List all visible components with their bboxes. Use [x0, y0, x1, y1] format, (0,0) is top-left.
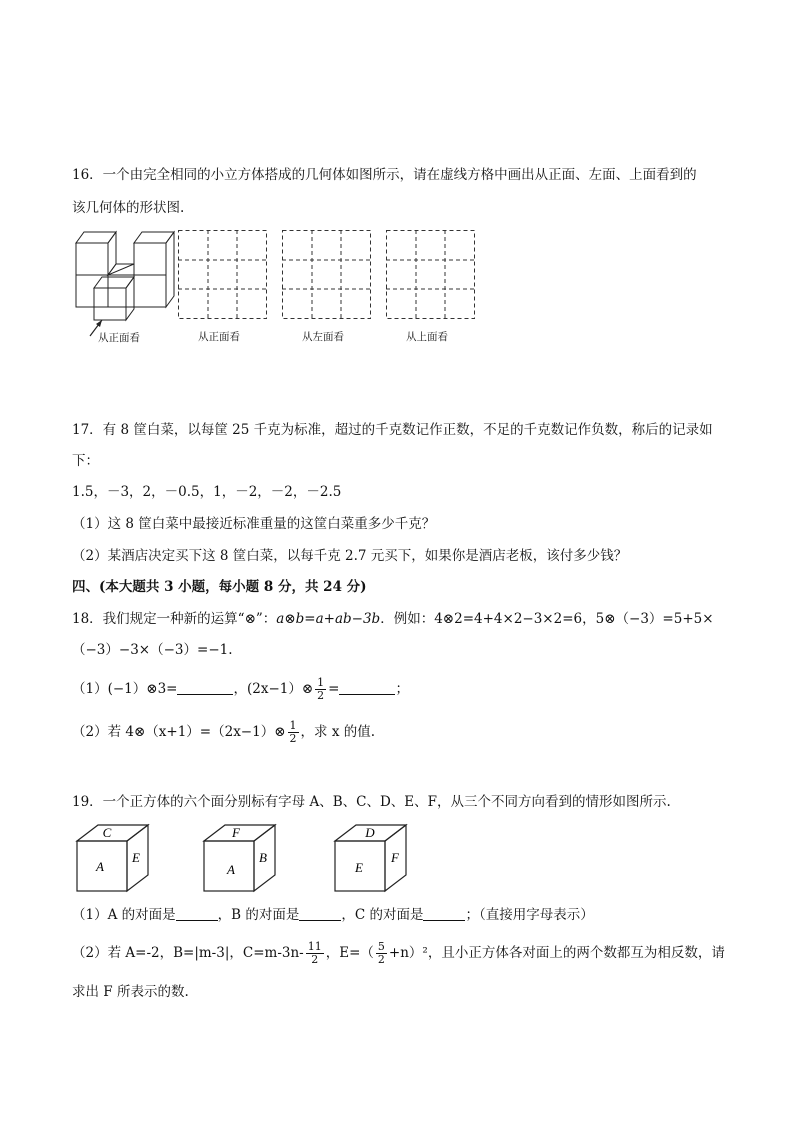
cube3-top-letter: D [365, 825, 375, 840]
q18-intro: 18．我们规定一种新的运算“⊗”： [72, 611, 277, 627]
q18-part1-b: ，(2x−1）⊗ [233, 681, 314, 697]
q16-text-line1: 16．一个由完全相同的小立方体搭成的几何体如图所示，请在虚线方格中画出从正面、左面、上面看到的 [72, 167, 697, 183]
answer-blank-2[interactable] [339, 680, 395, 695]
q19-part2-a: （2）若 A=-2，B=|m-3|，C=m-3n- [72, 945, 304, 961]
cube1-front-letter: A [96, 859, 104, 874]
q16-cube-figure [72, 228, 172, 328]
q19-part1-d: ；（直接用字母表示） [465, 907, 594, 923]
cube3-front-letter: E [355, 860, 363, 875]
cube1-side-letter: E [132, 850, 140, 865]
q19-part2 [72, 938, 725, 968]
q18-part2-a: （2）若 4⊗（x+1）=（2x−1）⊗ [72, 724, 286, 740]
fraction-half [315, 677, 326, 702]
frac-num: 1 [317, 676, 325, 689]
q16-grid-label-front: 从正面看 [198, 331, 240, 343]
fraction-five-halves [376, 941, 387, 966]
q17-part2: （2）某酒店决定买下这 8 筐白菜，以每千克 2.7 元买下，如果你是酒店老板，该付多少钱？ [72, 548, 628, 564]
q18-part2 [72, 718, 375, 746]
q18-part1 [72, 675, 409, 703]
answer-blank-b[interactable] [299, 906, 341, 921]
q18-part1-a: （1）(−1）⊗3= [72, 681, 178, 697]
fraction-half-2 [288, 720, 299, 745]
answer-blank-a[interactable] [176, 906, 218, 921]
q19-part1-a: （1）A 的对面是 [72, 907, 176, 923]
cube2-top-letter: F [232, 825, 240, 840]
q19-text-line1: 19．一个正方体的六个面分别标有字母 A、B、C、D、E、F，从三个不同方向看到的情形如图所示. [72, 794, 671, 810]
q17-records: 1.5，－3，2，－0.5，1，－2，－2，－2.5 [72, 484, 342, 500]
frac-num: 5 [377, 940, 385, 953]
section4-header: 四、(本大题共 3 小题，每小题 8 分，共 24 分) [72, 579, 367, 595]
frac-den: 2 [289, 732, 297, 745]
q19-part1-b: ，B 的对面是 [217, 907, 300, 923]
q19-part1-c: ，C 的对面是 [341, 907, 424, 923]
q16-grid-label-left: 从左面看 [302, 331, 344, 343]
fraction-eleven-halves [306, 941, 324, 966]
q17-text-line2: 下： [72, 453, 99, 469]
cube2-front-letter: A [227, 862, 235, 877]
q16-text-line2: 该几何体的形状图. [72, 200, 185, 216]
q18-text-line1 [72, 609, 714, 629]
q18-example: ．例如：4⊗2=4+4×2−3×2=6，5⊗（−3）=5+5× [380, 611, 714, 627]
frac-num: 11 [307, 940, 322, 953]
frac-den: 2 [311, 953, 319, 966]
frac-num: 1 [289, 719, 297, 732]
q18-text-line2: （−3）−3×（−3）=−1. [72, 642, 233, 658]
q16-arrow-caption: 从正面看 [98, 332, 140, 344]
q16-grid-label-top: 从上面看 [406, 331, 448, 343]
q16-grid-left [282, 230, 372, 320]
q19-part2-c: +n）²，且小正方体各对面上的两个数都互为相反数，请 [388, 945, 725, 961]
answer-blank-1[interactable] [177, 680, 233, 695]
frac-den: 2 [317, 689, 325, 702]
cube2-side-letter: B [259, 850, 267, 865]
q19-part2-b: ，E=（ [325, 945, 374, 961]
q19-part1 [72, 905, 594, 925]
q17-text-line1: 17．有 8 筐白菜，以每筐 25 千克为标准，超过的千克数记作正数，不足的千克数记作负数，称后的记录如 [72, 422, 713, 438]
frac-den: 2 [377, 953, 385, 966]
q18-part2-b: ，求 x 的值. [300, 724, 376, 740]
q17-part1: （1）这 8 筐白菜中最接近标准重量的这筐白菜重多少千克？ [72, 516, 436, 532]
cube1-top-letter: C [102, 825, 112, 840]
cube-view-2 [203, 824, 283, 894]
cube-view-3 [334, 824, 414, 894]
q16-grid-front [178, 230, 268, 320]
cube-view-1 [76, 824, 156, 894]
answer-blank-c[interactable] [423, 906, 465, 921]
q16-grid-top [386, 230, 476, 320]
q19-text-line3: 求出 F 所表示的数. [72, 984, 189, 1000]
q18-part1-c: = [328, 681, 340, 697]
q18-part1-end: ； [395, 681, 409, 697]
q18-rule: a⊗b=a+ab−3b [276, 611, 381, 627]
cube3-side-letter: F [391, 850, 399, 865]
